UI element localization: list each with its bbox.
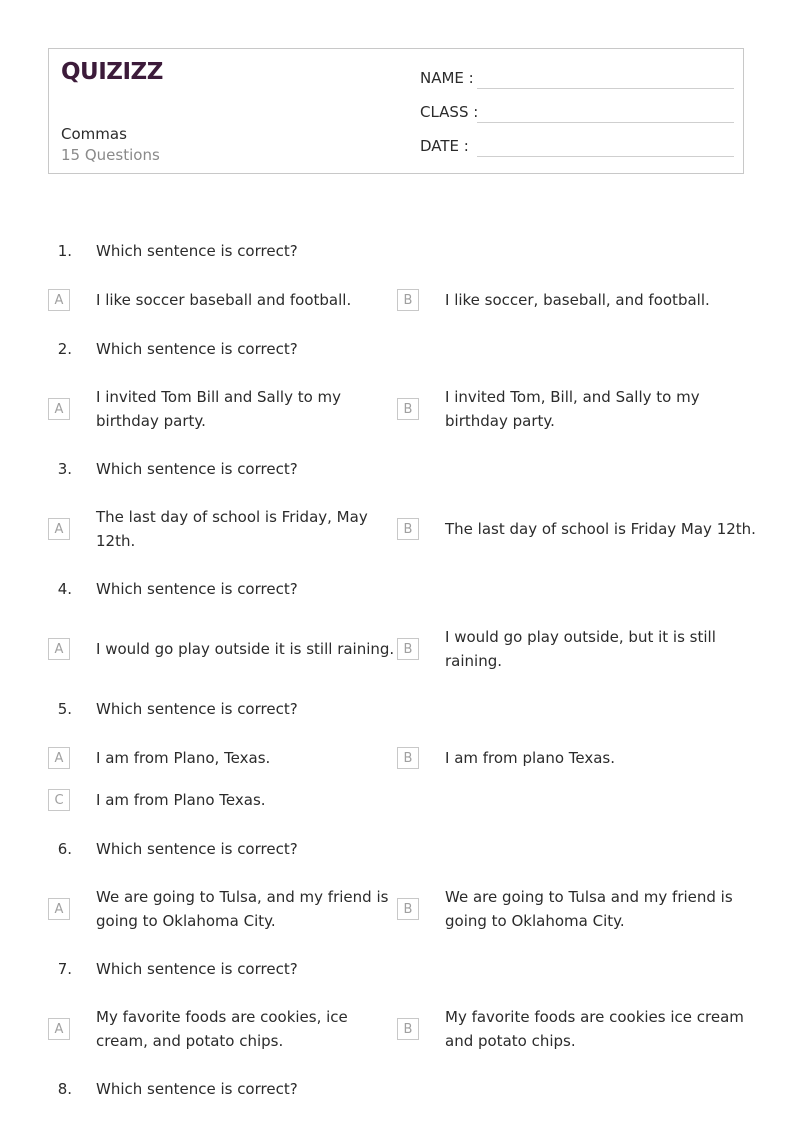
class-label: CLASS : [420,103,479,121]
date-field[interactable] [420,133,734,157]
question-text: Which sentence is correct? [96,700,298,718]
quizizz-logo: QUIZIZZ [61,59,163,85]
option-text: I like soccer baseball and football. [96,291,352,309]
worksheet-header [48,48,744,174]
option-letter: B [397,289,419,311]
date-label: DATE : [420,137,469,155]
question-text: Which sentence is correct? [96,840,298,858]
question-number: 4. [57,580,72,598]
option-text: I invited Tom, Bill, and Sally to my birthday party. [445,388,700,430]
option-letter: A [48,747,70,769]
option-letter: A [48,518,70,540]
option-letter: B [397,898,419,920]
question-number: 8. [57,1080,72,1098]
option-letter: A [48,1018,70,1040]
option-text: My favorite foods are cookies, ice cream, and potato chips. [96,1008,348,1050]
option-text: The last day of school is Friday May 12th. [445,520,756,538]
option-letter: B [397,638,419,660]
question-number: 5. [57,700,72,718]
question-number: 2. [57,340,72,358]
worksheet-title: Commas [61,125,127,143]
question-text: Which sentence is correct? [96,580,298,598]
option-letter: B [397,518,419,540]
option-letter: B [397,398,419,420]
question-text: Which sentence is correct? [96,340,298,358]
name-label: NAME : [420,69,474,87]
question-number: 1. [57,242,72,260]
option-text: The last day of school is Friday, May 12th. [96,508,368,550]
option-text: My favorite foods are cookies ice cream and potato chips. [445,1008,744,1050]
class-field[interactable] [420,99,734,123]
option-letter: A [48,398,70,420]
option-text: I invited Tom Bill and Sally to my birthday party. [96,388,342,430]
option-text: I like soccer, baseball, and football. [445,291,710,309]
option-text: I would go play outside it is still raining. [96,640,395,658]
question-number: 3. [57,460,72,478]
option-letter: A [48,289,70,311]
question-count: 15 Questions [61,146,160,164]
option-text: We are going to Tulsa and my friend is going to Oklahoma City. [445,888,733,930]
option-text: I am from Plano, Texas. [96,749,271,767]
question-text: Which sentence is correct? [96,960,298,978]
option-letter: A [48,898,70,920]
question-text: Which sentence is correct? [96,242,298,260]
date-line[interactable] [477,156,734,157]
name-field[interactable] [420,65,734,89]
option-letter: B [397,1018,419,1040]
question-text: Which sentence is correct? [96,460,298,478]
question-number: 7. [57,960,72,978]
name-line[interactable] [477,88,734,89]
question-text: Which sentence is correct? [96,1080,298,1098]
option-letter: A [48,638,70,660]
option-text: I am from plano Texas. [445,749,616,767]
option-text: We are going to Tulsa, and my friend is going to Oklahoma City. [96,888,389,930]
option-text: I am from Plano Texas. [96,791,266,809]
option-letter: B [397,747,419,769]
question-number: 6. [57,840,72,858]
option-letter: C [48,789,70,811]
class-line[interactable] [477,122,734,123]
option-text: I would go play outside, but it is still raining. [445,628,716,670]
